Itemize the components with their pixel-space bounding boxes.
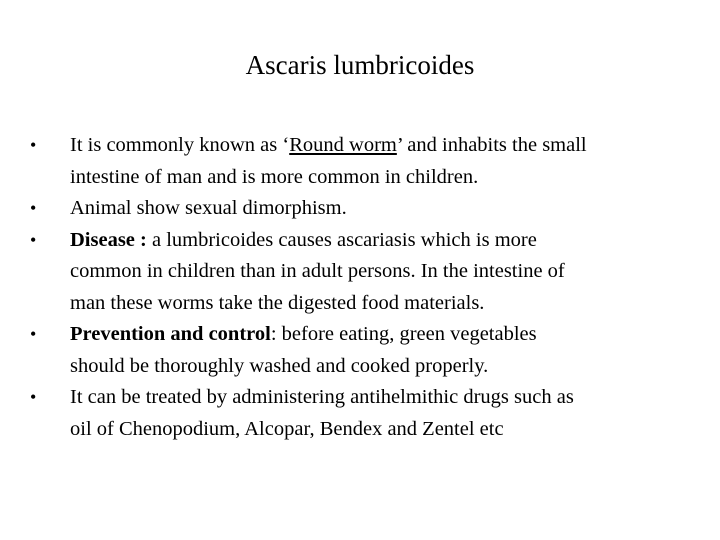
text: ’ and inhabits the small	[396, 134, 587, 156]
bullet-icon: •	[30, 198, 37, 218]
text: a lumbricoides causes ascariasis which is more	[146, 228, 537, 251]
bullet-item-disease	[0, 225, 720, 320]
bullet-line: Animal show sexual dimorphism.	[70, 197, 347, 219]
bullet-line: intestine of man and is more common in children.	[70, 165, 479, 188]
bullet-item-prevention	[0, 319, 720, 382]
bullet-icon: •	[30, 387, 37, 407]
text: It is commonly known as ‘	[70, 134, 290, 156]
round-worm-link[interactable]: Round worm	[289, 134, 397, 156]
bullet-line	[70, 319, 720, 351]
bullet-icon: •	[30, 135, 37, 155]
bullet-icon: •	[30, 229, 37, 250]
disease-label: Disease :	[70, 228, 147, 251]
bullet-line: man these worms take the digested food materials.	[70, 291, 485, 314]
bullet-item-dimorphism	[0, 193, 720, 225]
bullet-line	[70, 130, 720, 162]
bullet-line: It can be treated by administering antihelmithic drugs such as	[70, 386, 574, 408]
slide-title: Ascaris lumbricoides	[245, 50, 475, 80]
bullet-line: oil of Chenopodium, Alcopar, Bendex and Zentel etc	[70, 417, 504, 440]
bullet-list	[0, 130, 720, 445]
bullet-line	[70, 225, 720, 257]
bullet-item-common-name	[0, 130, 720, 193]
bullet-line: common in children than in adult persons. In the intestine of	[70, 260, 565, 282]
text: : before eating, green vegetables	[270, 323, 537, 345]
bullet-item-treatment	[0, 382, 720, 445]
bullet-line: should be thoroughly washed and cooked properly.	[70, 354, 489, 377]
bullet-icon: •	[30, 324, 37, 344]
prevention-label: Prevention and control	[70, 323, 271, 345]
